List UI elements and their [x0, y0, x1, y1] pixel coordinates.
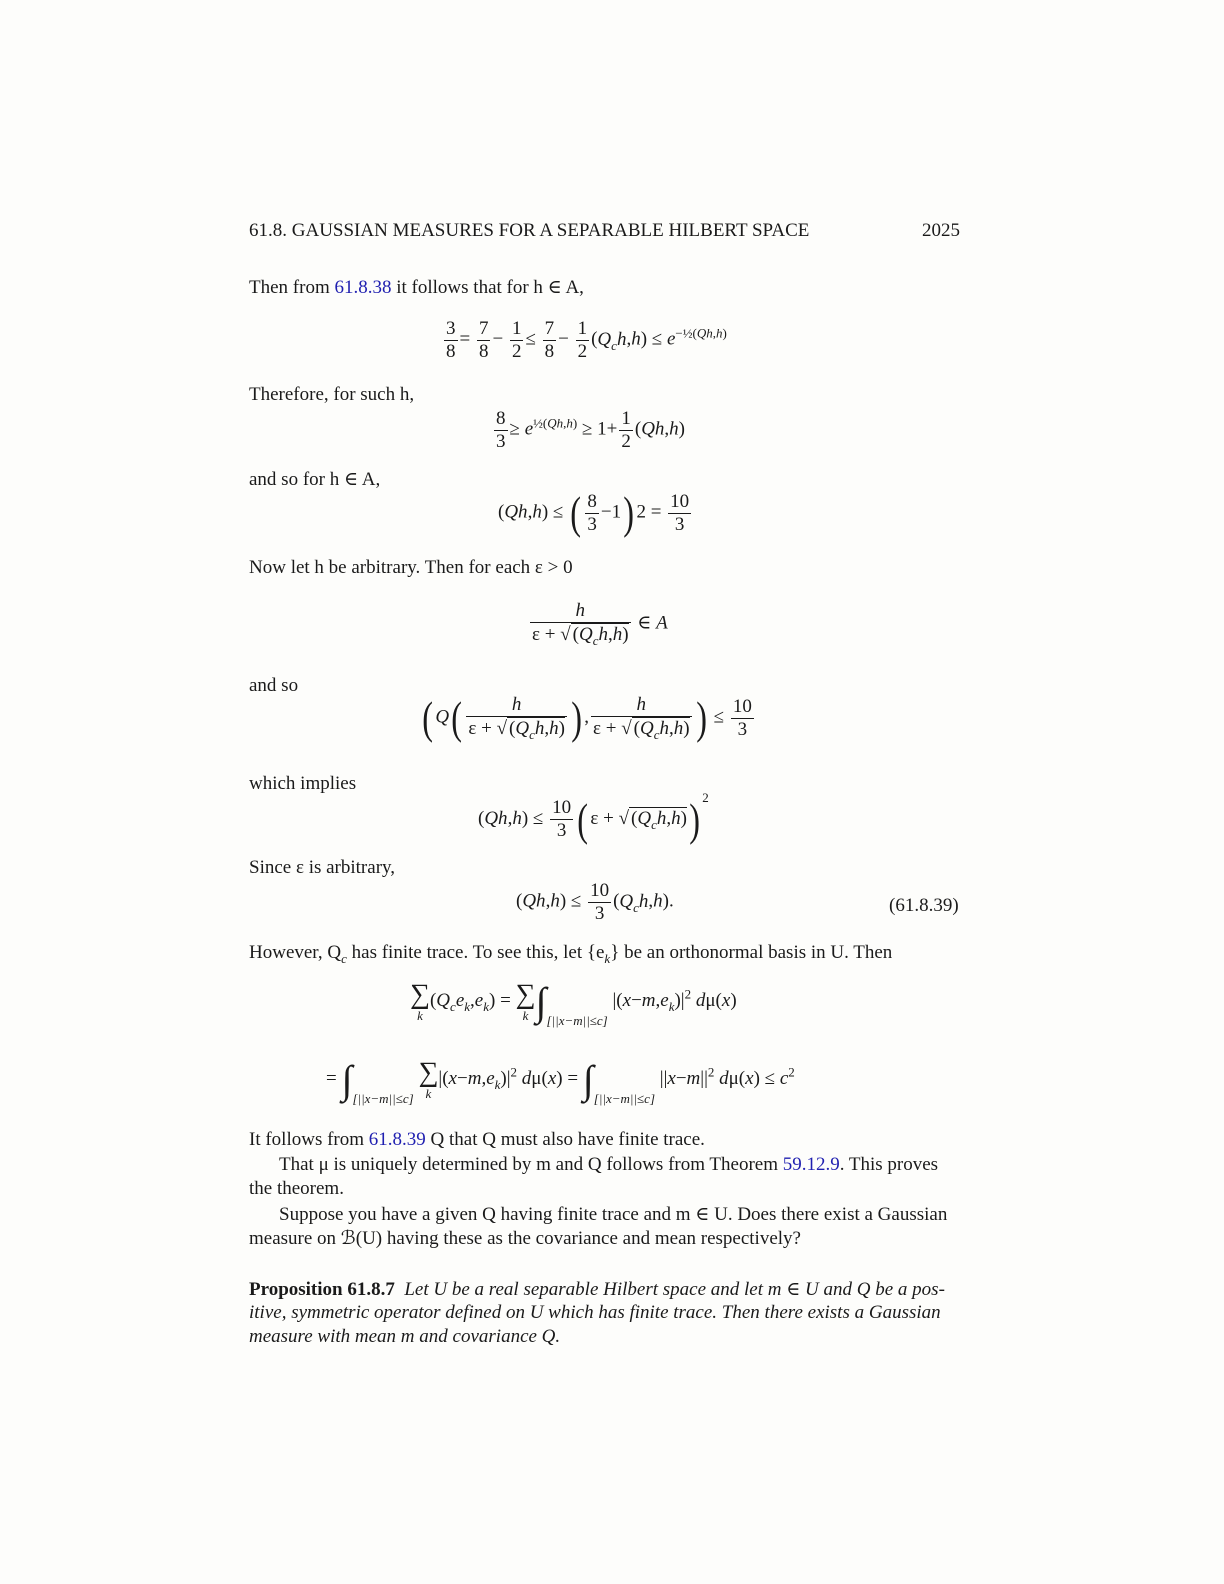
paragraph-4: Now let h be arbitrary. Then for each ε > 0 — [249, 557, 573, 578]
proposition-label: Proposition 61.8.7 — [249, 1279, 395, 1300]
equation-9: = $\int_{[||x-m||\le c]}$ ∑ k $|(x-m,e_k)|^2$ $d\mu(x) = \int_{[||x-m||\le c]}$ $||x-m||^2$ $d\mu(x) \le c^2$ — [326, 1057, 795, 1106]
ref-link-61-8-39[interactable]: 61.8.39 — [368, 1129, 426, 1150]
running-header — [249, 220, 809, 242]
proposition-line-3: measure with mean m and covariance Q. — [249, 1326, 561, 1347]
header-title: 61.8. GAUSSIAN MEASURES FOR A SEPARABLE HILBERT SPACE — [249, 220, 810, 241]
paragraph-5: and so — [249, 675, 299, 696]
paragraph-10: That μ is uniquely determined by m and Q follows from Theorem 59.12.9. This proves — [279, 1154, 939, 1175]
paragraph-9: It follows from 61.8.39 Q that Q must also have finite trace. — [249, 1129, 705, 1150]
page-number: 2025 — [922, 220, 960, 241]
ref-link-59-12-9[interactable]: 59.12.9 — [782, 1154, 840, 1175]
paragraph-3: and so for h ∈ A, — [249, 469, 381, 490]
paragraph-7: Since ε is arbitrary, — [249, 857, 396, 878]
paragraph-1: Then from 61.8.38 it follows that for h ∈ A, — [249, 277, 584, 298]
equation-8: ∑ k $(Q_ce_k,e_k)$ = ∑ k $\int_{[||x-m||\le c]}$ $|(x-m,e_k)|^2$ dμ(x) — [410, 979, 737, 1028]
equation-2: $\frac{8}{3}$ ≥ $e^{\frac{1}{2}(Qh,h)} \ge 1+$ $\frac{1}{2}$ (Qh,h) — [496, 408, 685, 452]
equation-4: $\frac{h}{\varepsilon + √ (Q_ch,h)}$ ∈ A — [532, 600, 668, 648]
paragraph-2: Therefore, for such h, — [249, 384, 415, 405]
equation-1: $\frac{3}{8}$ = $\frac{7}{8}$ − $\frac{1}{2}$ ≤ $\frac{7}{8}$ − $\frac{1}{2}$ $(Q_ch,h) \le e^{-\frac{1}{2}(Qh,h)}$ — [446, 318, 727, 362]
equation-number: (61.8.39) — [889, 895, 959, 916]
equation-3: (Qh,h) ≤ ( $\frac{8}{3}$ −1) 2 = $\frac{10}{3}$ — [498, 487, 690, 538]
proposition-line-2: itive, symmetric operator defined on U which has finite trace. Then there exists a Gaussian — [249, 1302, 941, 1323]
paragraph-8: However, $Q_c$ has finite trace. To see this, let $\{e_k\}$ be an orthonormal basis in U. Then — [249, 942, 893, 966]
equation-6: (Qh,h) ≤ $\frac{10}{3}$ ( ε + √ $(Q_ch,h)$) $^2$ — [478, 790, 709, 845]
paragraph-11: Suppose you have a given Q having finite trace and m ∈ U. Does there exist a Gaussian — [279, 1204, 948, 1225]
paragraph-6: which implies — [249, 773, 357, 794]
paragraph-11-line-2: measure on ℬ(U) having these as the covariance and mean respectively? — [249, 1228, 801, 1249]
paragraph-10-line-2: the theorem. — [249, 1178, 344, 1199]
equation-5: ( Q( $\frac{h}{\varepsilon + √ (Q_ch,h)}$ ) , $\frac{h}{\varepsilon + √ (Q_ch,h)}$ ) ≤ $\frac{10}{3}$ — [422, 692, 752, 744]
proposition: Proposition 61.8.7 Let U be a real separable Hilbert space and let m ∈ U and Q be a pos- — [249, 1279, 945, 1300]
equation-7: (Qh,h) ≤ $\frac{10}{3}$ $(Q_ch,h)$. — [516, 880, 674, 924]
ref-link-61-8-38[interactable]: 61.8.38 — [334, 277, 392, 298]
